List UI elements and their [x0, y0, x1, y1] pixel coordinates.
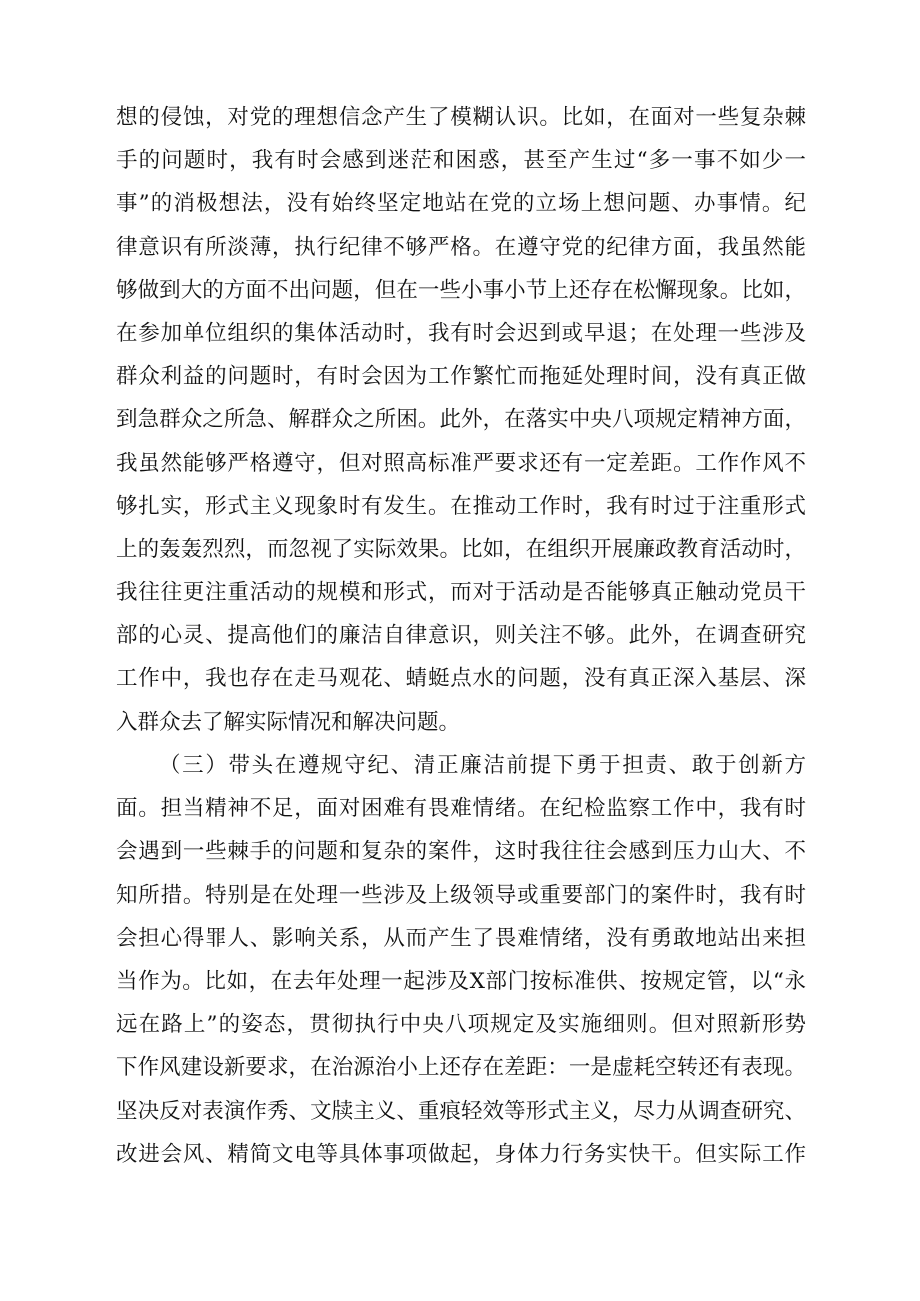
text-line: 知所措。特别是在处理一些涉及上级领导或重要部门的案件时，我有时 — [116, 882, 806, 908]
text-line: 入群众去了解实际情况和解决问题。 — [116, 709, 461, 735]
text-line: 下作风建设新要求，在治源治小上还存在差距：一是虚耗空转还有表现。 — [116, 1055, 806, 1081]
text-line: 面。担当精神不足，面对困难有畏难情绪。在纪检监察工作中，我有时 — [116, 796, 806, 822]
text-line: 坚决反对表演作秀、文牍主义、重痕轻效等形式主义，尽力从调查研究、 — [116, 1098, 806, 1124]
text-line: 改进会风、精简文电等具体事项做起，身体力行务实快干。但实际工作 — [116, 1141, 806, 1167]
text-line: 够扎实，形式主义现象时有发生。在推动工作时，我有时过于注重形式 — [116, 493, 806, 519]
text-line-indented: （三）带头在遵规守纪、清正廉洁前提下勇于担责、敢于创新方 — [159, 753, 806, 778]
text-line: 在参加单位组织的集体活动时，我有时会迟到或早退；在处理一些涉及 — [116, 320, 806, 346]
text-line: 会遇到一些棘手的问题和复杂的案件，这时我往往会感到压力山大、不 — [116, 839, 806, 865]
text-line: 上的轰轰烈烈，而忽视了实际效果。比如，在组织开展廉政教育活动时， — [116, 536, 806, 562]
text-line: 手的问题时，我有时会感到迷茫和困惑，甚至产生过“多一事不如少一 — [116, 148, 806, 174]
text-line: 远在路上”的姿态，贯彻执行中央八项规定及实施细则。但对照新形势 — [116, 1012, 806, 1038]
text-line: 会担心得罪人、影响关系，从而产生了畏难情绪，没有勇敢地站出来担 — [116, 925, 806, 951]
text-line: 事”的消极想法，没有始终坚定地站在党的立场上想问题、办事情。纪 — [116, 191, 806, 217]
text-line: 当作为。比如，在去年处理一起涉及X部门按标准供、按规定管，以“永 — [116, 968, 806, 994]
text-line: 群众利益的问题时，有时会因为工作繁忙而拖延处理时间，没有真正做 — [116, 364, 806, 390]
text-line: 到急群众之所急、解群众之所困。此外，在落实中央八项规定精神方面， — [116, 407, 806, 433]
paragraph-2 — [116, 744, 806, 1176]
text-line: 我虽然能够严格遵守，但对照高标准严要求还有一定差距。工作作风不 — [116, 450, 806, 476]
text-line: 工作中，我也存在走马观花、蜻蜓点水的问题，没有真正深入基层、深 — [116, 666, 806, 692]
text-line: 够做到大的方面不出问题，但在一些小事小节上还存在松懈现象。比如， — [116, 277, 806, 303]
text-line: 想的侵蚀，对党的理想信念产生了模糊认识。比如，在面对一些复杂棘 — [116, 105, 806, 130]
text-line: 我往往更注重活动的规模和形式，而对于活动是否能够真正触动党员干 — [116, 580, 806, 606]
text-line: 部的心灵、提高他们的廉洁自律意识，则关注不够。此外，在调查研究 — [116, 623, 806, 649]
paragraph-1 — [116, 96, 806, 744]
text-line: 律意识有所淡薄，执行纪律不够严格。在遵守党的纪律方面，我虽然能 — [116, 234, 806, 260]
